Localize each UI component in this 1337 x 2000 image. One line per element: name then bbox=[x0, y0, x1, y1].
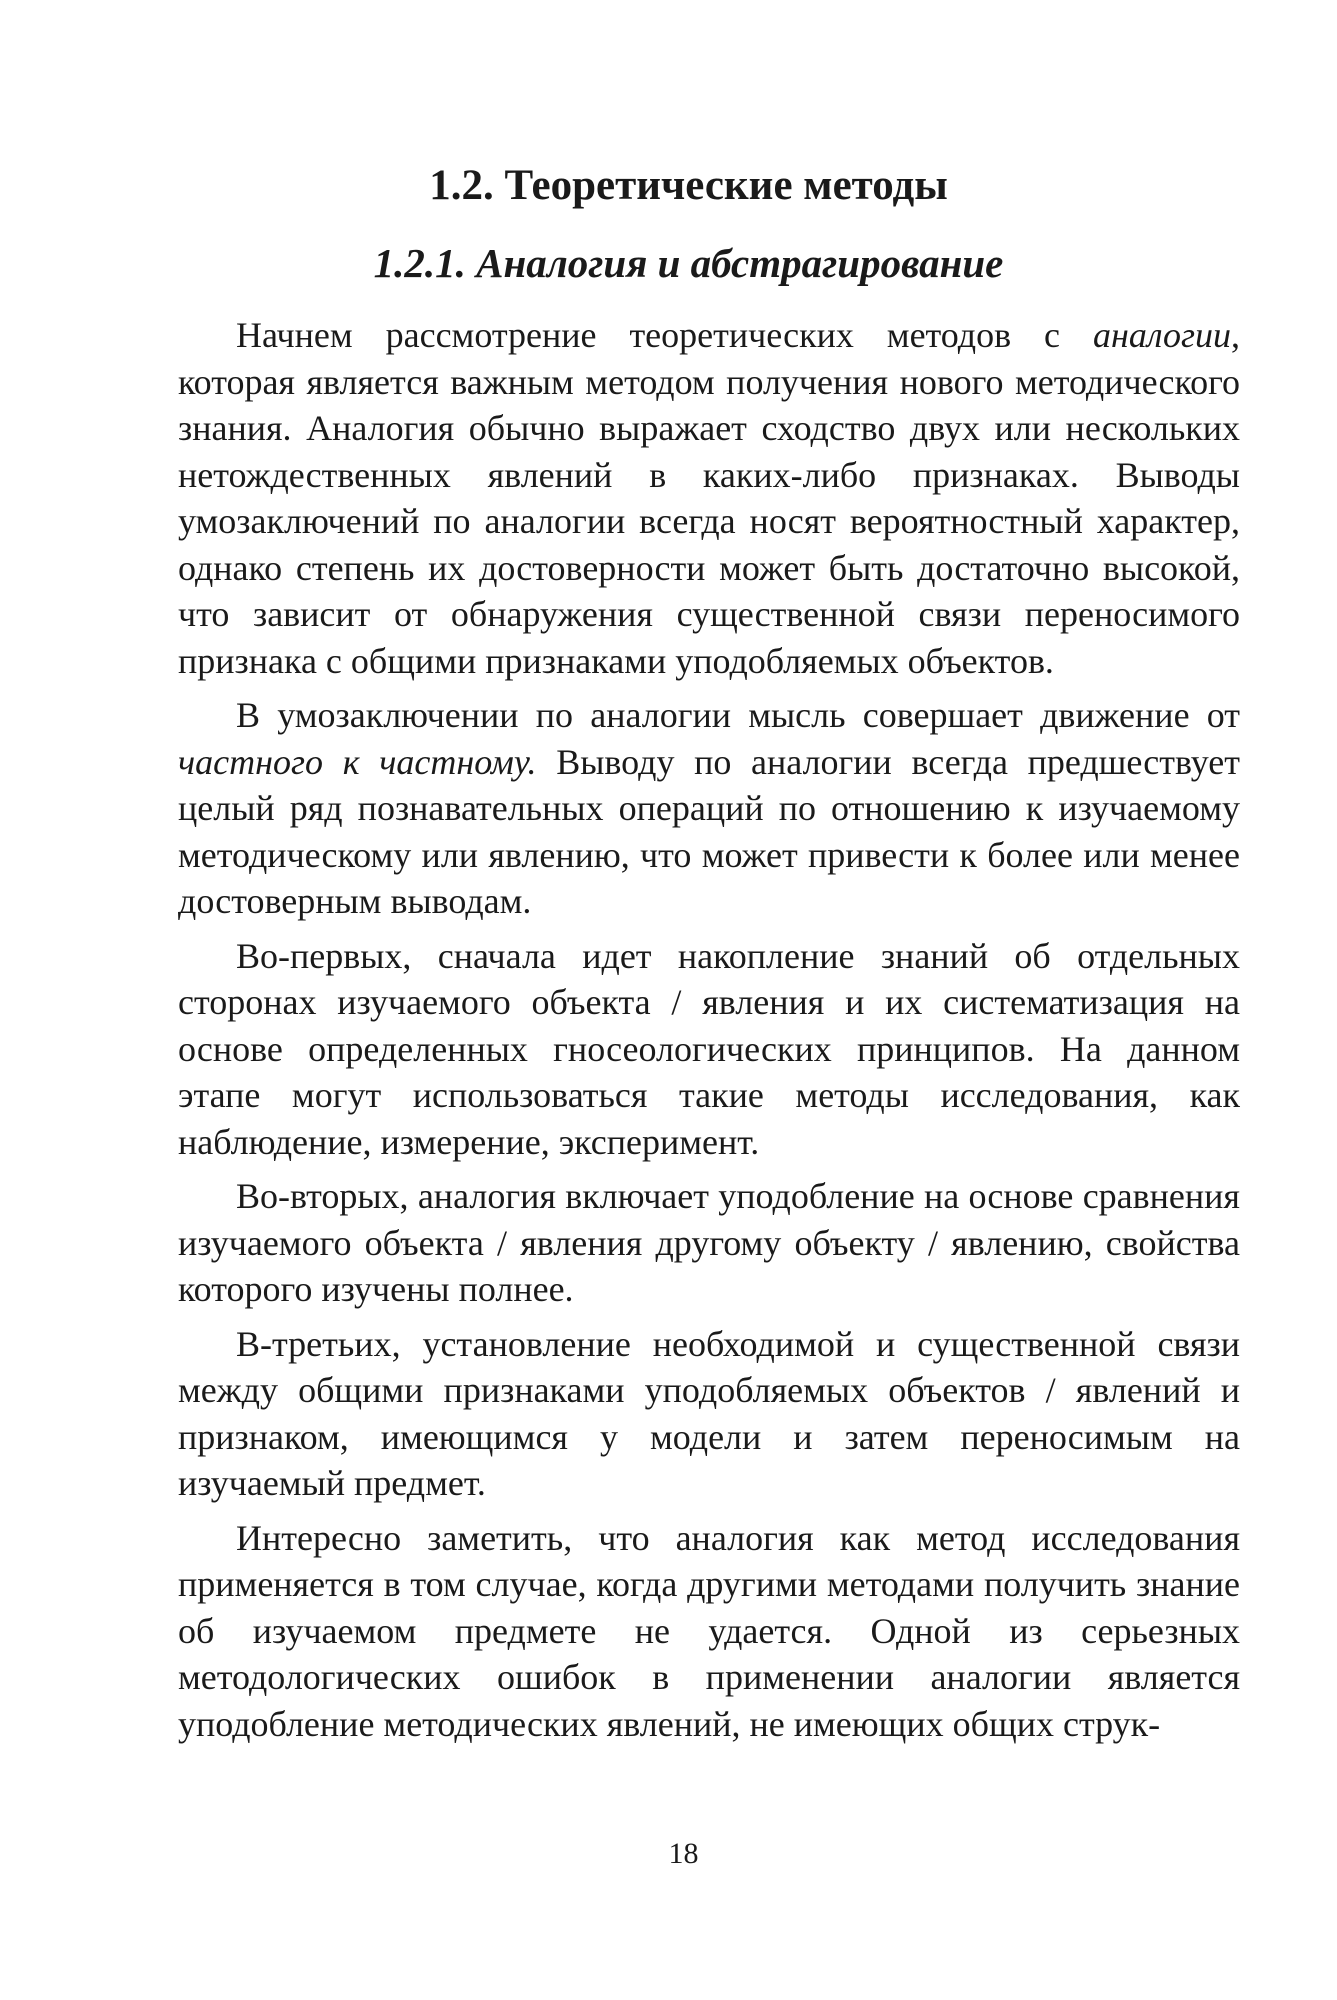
paragraph-second: Во-вторых, аналогия включает уподобление на основе сравнения изучаемого объекта / явления другому объекту / явлению, свойства которого изучены полнее. bbox=[178, 1176, 1240, 1309]
paragraph-first: Во-первых, сначала идет накопление знаний об отдельных сторонах изучаемого объекта / явления и их систематизация на основе определенных гносеологических принципов. На данном этапе могут использоваться такие методы исследования, как наблюдение, измерение, эксперимент. bbox=[178, 935, 1240, 1162]
paragraph-text: Начнем рассмотрение теоретических методов с bbox=[236, 315, 1093, 355]
paragraph-text: , которая является важным методом получения нового методического знания. Аналогия обычно выражает сходство двух или нескольких нетождественных явлений в каких-либо признаках. Выводы умозаключений по аналогии всегда носят вероятностный характер, однако степень их достоверности может быть достаточно высокой, что зависит от обнаружения существенной связи переносимого признака с общими признаками уподобляемых объектов. bbox=[178, 315, 1240, 681]
paragraph-third: В-третьих, установление необходимой и существенной связи между общими признаками уподобляемых объектов / явлений и признаком, имеющимся у модели и затем переносимым на изучаемый предмет. bbox=[178, 1323, 1240, 1503]
paragraph-analogy-intro bbox=[178, 312, 1240, 684]
body-text bbox=[178, 312, 1240, 1747]
page-number: 18 bbox=[668, 1837, 699, 1870]
section-title: 1.2. Теоретические методы bbox=[429, 162, 948, 209]
paragraph-inference bbox=[178, 692, 1240, 925]
paragraph-text: В умозаключении по аналогии мысль совершает движение от bbox=[236, 695, 1240, 735]
paragraph-conclusion: Интересно заметить, что аналогия как метод исследования применяется в том случае, когда другими методами получить знание об изучаемом предмете не удается. Одной из серьезных методологических ошибок в применении аналогии является уподобление методических явлений, не имеющих общих струк- bbox=[178, 1517, 1240, 1744]
emphasis-text: частного к частному. bbox=[178, 741, 537, 782]
paragraph-text: Выводу по аналогии всегда предшествует целый ряд познавательных операций по отношению к изучаемому методическому или явлению, что может привести к более или менее достоверным выводам. bbox=[178, 741, 1240, 921]
subsection-title: 1.2.1. Аналогия и абстрагирование bbox=[373, 240, 1004, 286]
emphasis-text: аналогии bbox=[1092, 315, 1231, 355]
